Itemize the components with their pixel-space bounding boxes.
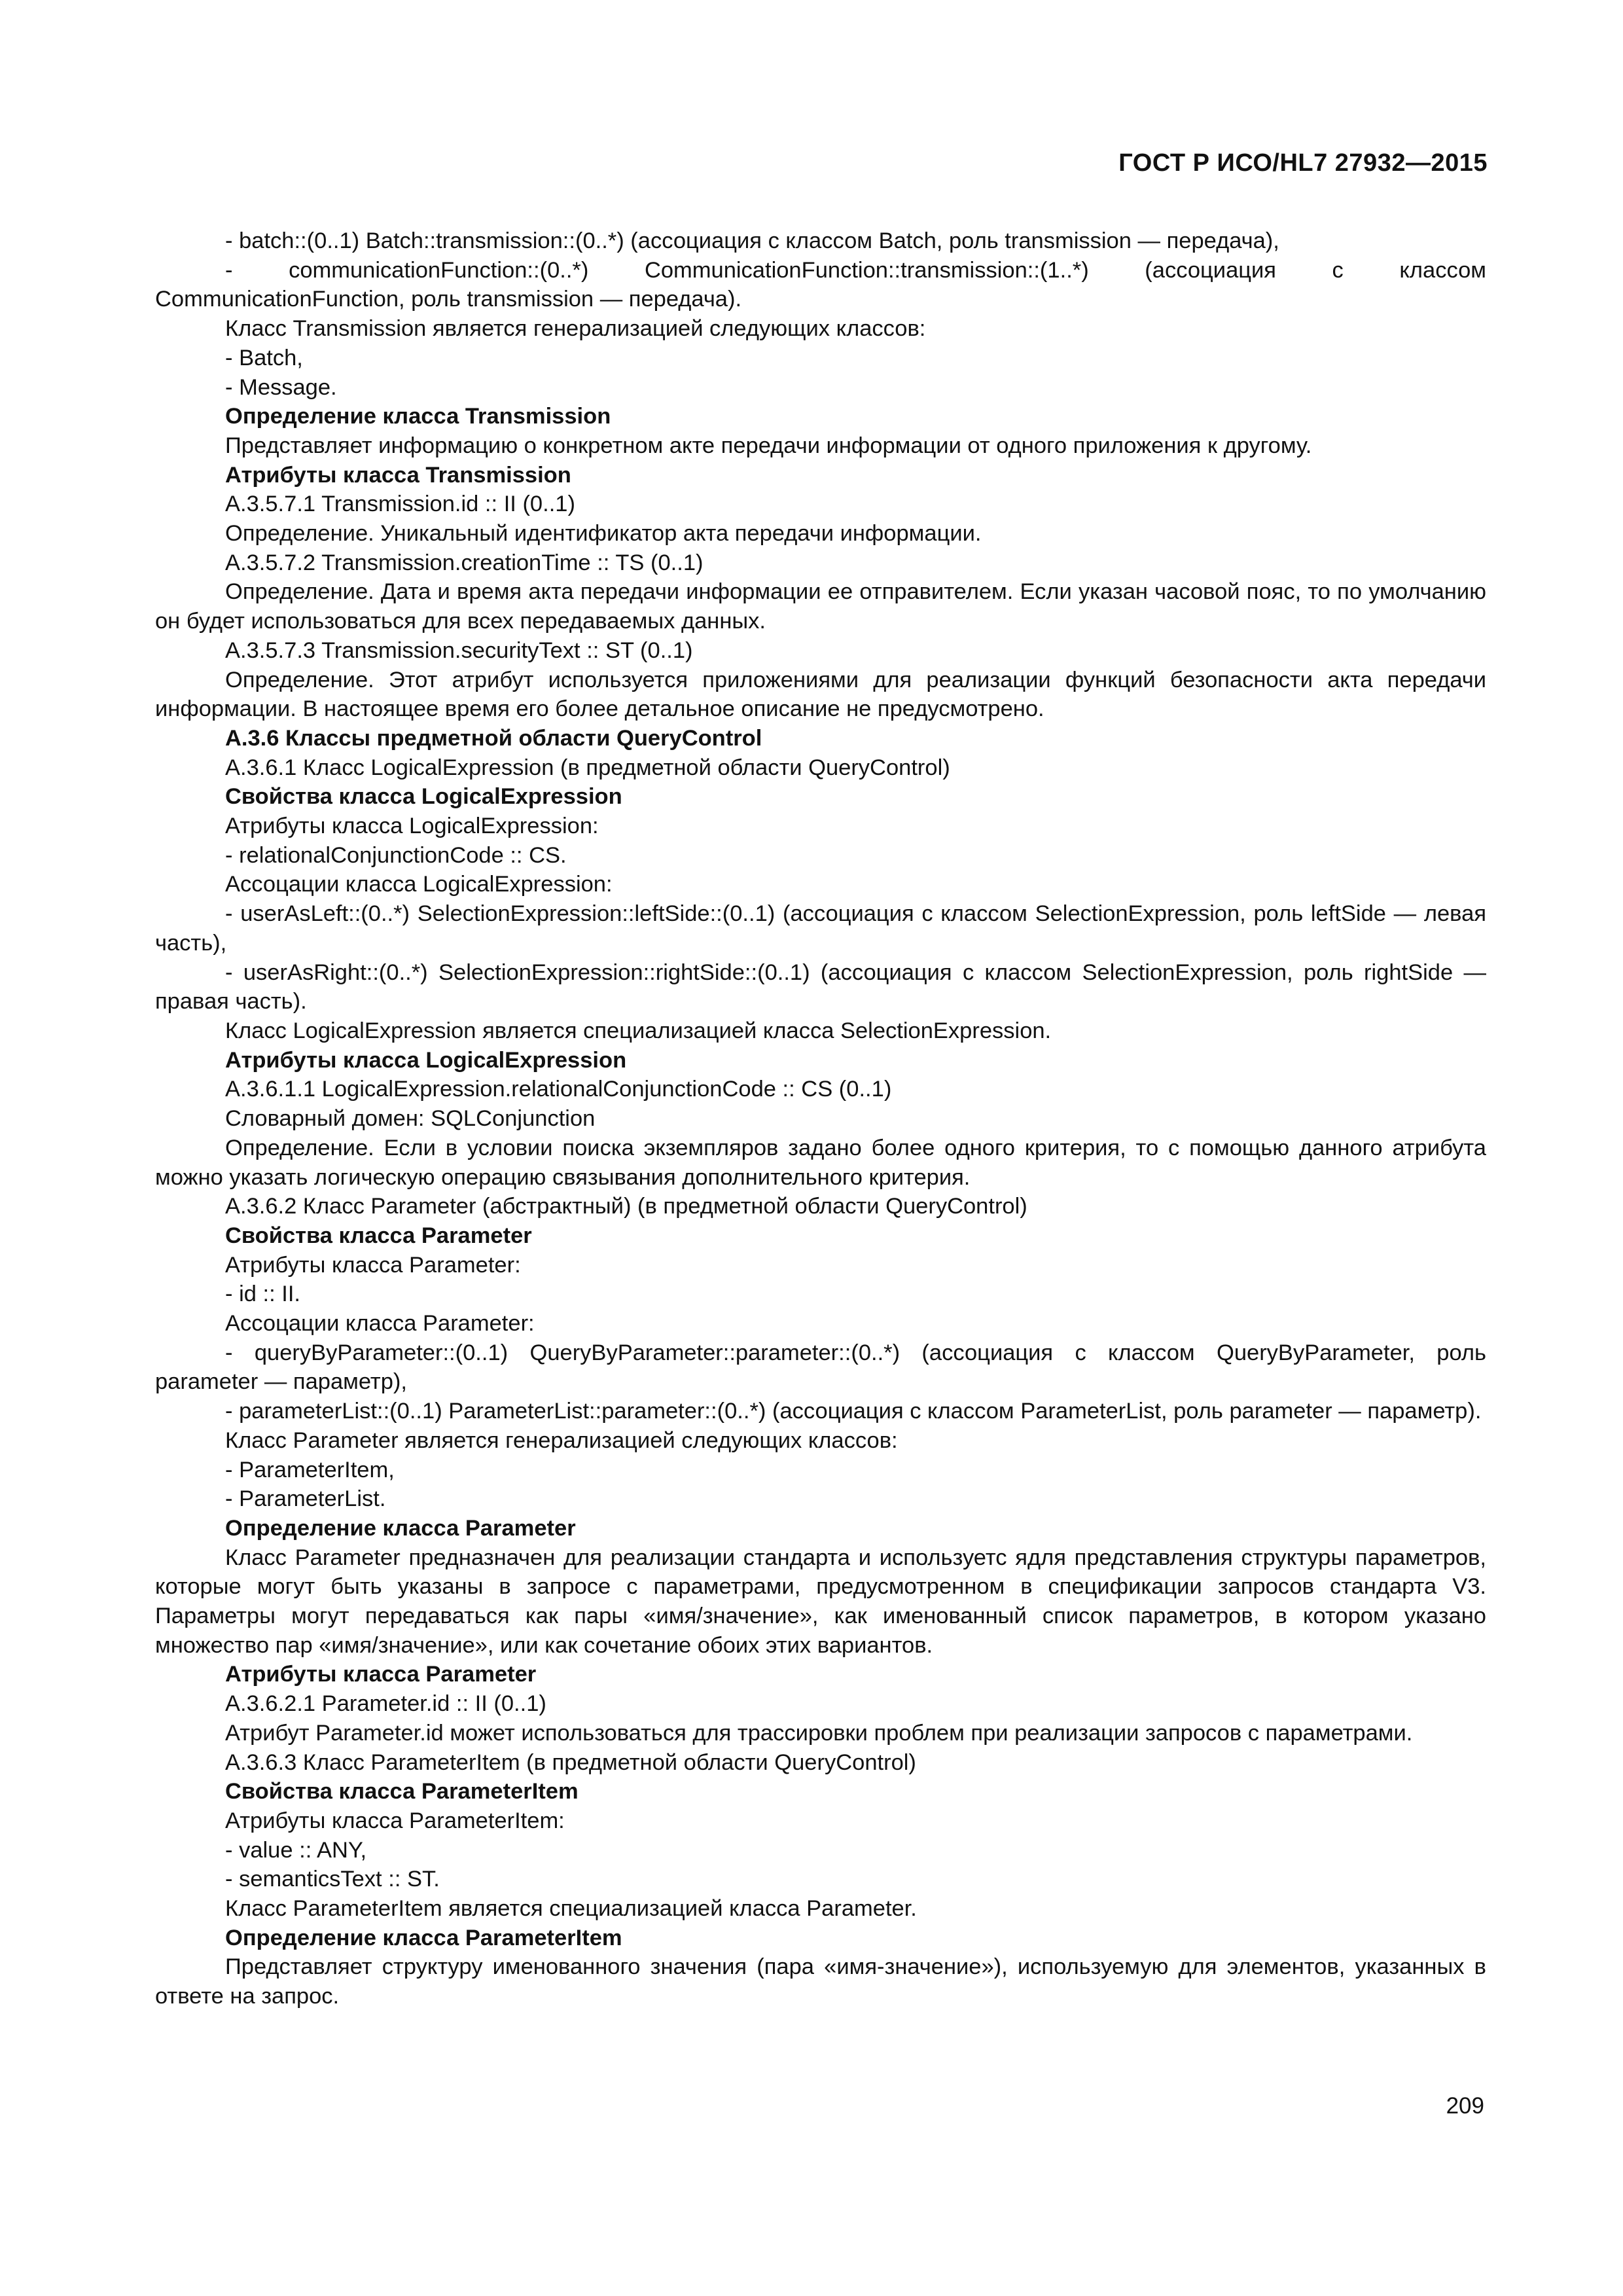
body-paragraph: - communicationFunction::(0..*) CommunicationFunction::transmission::(1..*) (ассоциация с классом CommunicationFunction, роль transmission — передача). bbox=[155, 257, 1486, 312]
page-number: 209 bbox=[1446, 2093, 1484, 2119]
body-paragraph: A.3.6.3 Класс ParameterItem (в предметной области QueryControl) bbox=[225, 1749, 916, 1775]
body-paragraph: Атрибуты класса LogicalExpression: bbox=[225, 814, 599, 839]
section-heading: Определение класса Parameter bbox=[225, 1515, 576, 1541]
body-paragraph: Атрибуты класса ParameterItem: bbox=[225, 1808, 565, 1833]
section-heading: Атрибуты класса LogicalExpression bbox=[225, 1047, 627, 1073]
body-paragraph: Словарный домен: SQLConjunction bbox=[225, 1106, 596, 1132]
body-paragraph: A.3.5.7.1 Transmission.id :: II (0..1) bbox=[225, 492, 575, 517]
body-paragraph: A.3.5.7.3 Transmission.securityText :: ST (0..1) bbox=[225, 637, 693, 663]
body-paragraph: A.3.6.1.1 LogicalExpression.relationalConjunctionCode :: CS (0..1) bbox=[225, 1077, 892, 1102]
body-paragraph: A.3.6.1 Класс LogicalExpression (в предметной области QueryControl) bbox=[225, 755, 950, 780]
body-paragraph: - Message. bbox=[225, 374, 337, 400]
body-paragraph: - batch::(0..1) Batch::transmission::(0..*) (ассоциация с классом Batch, роль transmission — передача), bbox=[225, 228, 1279, 253]
body-paragraph: Представляет информацию о конкретном акте передачи информации от одного приложения к другому. bbox=[225, 433, 1312, 458]
body-paragraph: - semanticsText :: ST. bbox=[225, 1867, 440, 1892]
section-heading: Атрибуты класса Transmission bbox=[225, 462, 571, 488]
body-paragraph: - ParameterItem, bbox=[225, 1457, 395, 1482]
body-paragraph: A.3.5.7.2 Transmission.creationTime :: TS (0..1) bbox=[225, 550, 704, 575]
body-paragraph: Атрибуты класса Parameter: bbox=[225, 1252, 521, 1278]
section-heading: Свойства класса Parameter bbox=[225, 1223, 532, 1248]
body-paragraph: Класс Parameter является генерализацией следующих классов: bbox=[225, 1427, 898, 1453]
document-header: ГОСТ Р ИСО/HL7 27932—2015 bbox=[1118, 149, 1488, 177]
body-paragraph: - queryByParameter::(0..1) QueryByParameter::parameter::(0..*) (ассоциация с классом QueryByParameter, роль parameter — параметр), bbox=[155, 1340, 1486, 1395]
body-paragraph: - parameterList::(0..1) ParameterList::parameter::(0..*) (ассоциация с классом ParameterList, роль parameter — параметр). bbox=[225, 1399, 1482, 1424]
body-paragraph: - id :: II. bbox=[225, 1282, 301, 1307]
body-paragraph: Класс LogicalExpression является специализацией класса SelectionExpression. bbox=[225, 1018, 1052, 1043]
body-paragraph: - userAsLeft::(0..*) SelectionExpression::leftSide::(0..1) (ассоциация с классом SelectionExpression, роль leftSide — левая часть), bbox=[155, 901, 1486, 956]
body-paragraph: Определение. Если в условии поиска экземпляров задано более одного критерия, то с помощью данного атрибута можно указать логическую операцию связывания дополнительного критерия. bbox=[155, 1135, 1486, 1190]
body-paragraph: Класс Parameter предназначен для реализации стандарта и используетс ядля представления структуры параметров, которые могут быть указаны в запросе с параметрами, предусмотренном в спецификации запросов стандарта V3. Параметры могут передаваться как пары «имя/значение», как именованный список параметров, в котором указано множество пар «имя/значение», или как сочетание обоих этих вариантов. bbox=[155, 1545, 1486, 1658]
section-heading: Атрибуты класса Parameter bbox=[225, 1662, 537, 1687]
section-heading: A.3.6 Классы предметной области QueryControl bbox=[225, 725, 762, 751]
document-body bbox=[155, 226, 1486, 2011]
section-heading: Свойства класса ParameterItem bbox=[225, 1779, 579, 1804]
body-paragraph: A.3.6.2.1 Parameter.id :: II (0..1) bbox=[225, 1691, 546, 1717]
body-paragraph: - ParameterList. bbox=[225, 1486, 386, 1512]
body-paragraph: - Batch, bbox=[225, 345, 303, 370]
section-heading: Свойства класса LogicalExpression bbox=[225, 784, 622, 810]
body-paragraph: Атрибут Parameter.id может использоваться для трассировки проблем при реализации запросов с параметрами. bbox=[225, 1720, 1413, 1746]
body-paragraph: - userAsRight::(0..*) SelectionExpression::rightSide::(0..1) (ассоциация с классом SelectionExpression, роль rightSide — правая часть). bbox=[155, 960, 1486, 1014]
body-paragraph: Представляет структуру именованного значения (пара «имя-значение»), используемую для элементов, указанных в ответе на запрос. bbox=[155, 1954, 1486, 2009]
body-paragraph: Ассоцации класса LogicalExpression: bbox=[225, 872, 613, 897]
body-paragraph: - relationalConjunctionCode :: CS. bbox=[225, 842, 567, 868]
body-paragraph: Определение. Уникальный идентификатор акта передачи информации. bbox=[225, 521, 982, 547]
body-paragraph: Определение. Дата и время акта передачи информации ее отправителем. Если указан часовой пояс, то по умолчанию он будет использоваться для всех передаваемых данных. bbox=[155, 579, 1486, 634]
section-heading: Определение класса Transmission bbox=[225, 404, 611, 429]
body-paragraph: Класс Transmission является генерализацией следующих классов: bbox=[225, 316, 926, 342]
body-paragraph: Класс ParameterItem является специализацией класса Parameter. bbox=[225, 1896, 917, 1922]
body-paragraph: A.3.6.2 Класс Parameter (абстрактный) (в предметной области QueryControl) bbox=[225, 1194, 1027, 1219]
body-paragraph: - value :: ANY, bbox=[225, 1837, 367, 1863]
body-paragraph: Определение. Этот атрибут используется приложениями для реализации функций безопасности акта передачи информации. В настоящее время его более детальное описание не предусмотрено. bbox=[155, 667, 1486, 722]
section-heading: Определение класса ParameterItem bbox=[225, 1925, 622, 1950]
body-paragraph: Ассоцации класса Parameter: bbox=[225, 1311, 535, 1336]
